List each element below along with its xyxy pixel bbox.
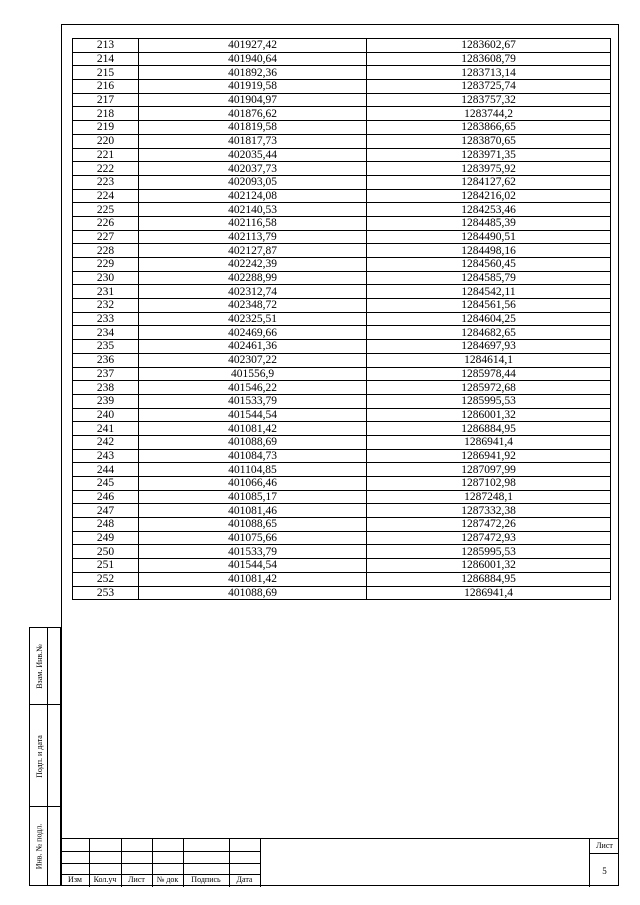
point-number: 234 [73, 326, 139, 340]
coord-x: 401081,46 [139, 504, 367, 518]
coord-y: 1286001,32 [367, 559, 611, 573]
table-row [73, 299, 611, 313]
coord-x: 402312,74 [139, 285, 367, 299]
coord-x: 401817,73 [139, 134, 367, 148]
table-row [73, 408, 611, 422]
coord-x: 401544,54 [139, 408, 367, 422]
coord-y: 1283870,65 [367, 134, 611, 148]
coord-x: 402242,39 [139, 258, 367, 272]
coord-y: 1285995,53 [367, 394, 611, 408]
side-label-inv-podl: Инв. № подл. [34, 823, 44, 869]
point-number: 229 [73, 258, 139, 272]
table-row [73, 107, 611, 121]
table-row [73, 285, 611, 299]
coord-x: 401085,17 [139, 490, 367, 504]
point-number: 213 [73, 39, 139, 53]
point-number: 243 [73, 449, 139, 463]
side-stamp [29, 627, 61, 886]
table-row [73, 258, 611, 272]
table-row [73, 189, 611, 203]
coord-x: 401066,46 [139, 477, 367, 491]
coord-y: 1283971,35 [367, 148, 611, 162]
coordinates-table [72, 38, 611, 600]
coord-y: 1284682,65 [367, 326, 611, 340]
coord-x: 401088,69 [139, 586, 367, 600]
coord-x: 401940,64 [139, 52, 367, 66]
point-number: 230 [73, 271, 139, 285]
coord-x: 401081,42 [139, 422, 367, 436]
table-row [73, 162, 611, 176]
point-number: 224 [73, 189, 139, 203]
table-row [73, 203, 611, 217]
coord-y: 1284560,45 [367, 258, 611, 272]
table-row [73, 175, 611, 189]
table-row [73, 66, 611, 80]
point-number: 240 [73, 408, 139, 422]
point-number: 252 [73, 572, 139, 586]
coord-x: 401927,42 [139, 39, 367, 53]
coord-y: 1287472,93 [367, 531, 611, 545]
coord-x: 402325,51 [139, 312, 367, 326]
coord-y: 1284614,1 [367, 353, 611, 367]
point-number: 221 [73, 148, 139, 162]
point-number: 223 [73, 175, 139, 189]
point-number: 214 [73, 52, 139, 66]
table-row [73, 39, 611, 53]
point-number: 247 [73, 504, 139, 518]
coord-y: 1283975,92 [367, 162, 611, 176]
label-kol-uch: Кол.уч [93, 875, 117, 884]
coord-x: 401075,66 [139, 531, 367, 545]
point-number: 219 [73, 121, 139, 135]
coord-x: 401556,9 [139, 367, 367, 381]
table-row [73, 367, 611, 381]
point-number: 245 [73, 477, 139, 491]
coord-y: 1286884,95 [367, 422, 611, 436]
point-number: 236 [73, 353, 139, 367]
coord-x: 401084,73 [139, 449, 367, 463]
point-number: 215 [73, 66, 139, 80]
label-n-dok: № док [156, 875, 179, 884]
point-number: 251 [73, 559, 139, 573]
table-row [73, 559, 611, 573]
coord-y: 1284604,25 [367, 312, 611, 326]
coord-y: 1283725,74 [367, 80, 611, 94]
coord-x: 402288,99 [139, 271, 367, 285]
coord-y: 1284216,02 [367, 189, 611, 203]
table-row [73, 340, 611, 354]
point-number: 216 [73, 80, 139, 94]
table-row [73, 477, 611, 491]
coord-y: 1284253,46 [367, 203, 611, 217]
point-number: 237 [73, 367, 139, 381]
table-row [73, 230, 611, 244]
table-row [73, 52, 611, 66]
coord-x: 401876,62 [139, 107, 367, 121]
coord-y: 1284542,11 [367, 285, 611, 299]
coord-y: 1286941,4 [367, 435, 611, 449]
point-number: 248 [73, 518, 139, 532]
coord-y: 1283744,2 [367, 107, 611, 121]
coord-x: 402469,66 [139, 326, 367, 340]
title-block-grid [61, 839, 260, 887]
coord-y: 1287472,26 [367, 518, 611, 532]
point-number: 232 [73, 299, 139, 313]
table-row [73, 381, 611, 395]
table-row [73, 394, 611, 408]
table-row [73, 353, 611, 367]
coord-y: 1285978,44 [367, 367, 611, 381]
coord-x: 402124,08 [139, 189, 367, 203]
table-row [73, 121, 611, 135]
coord-x: 402140,53 [139, 203, 367, 217]
point-number: 249 [73, 531, 139, 545]
coord-x: 401892,36 [139, 66, 367, 80]
table-row [73, 463, 611, 477]
coord-y: 1287248,1 [367, 490, 611, 504]
sheet-number: 5 [602, 866, 607, 876]
coord-y: 1283713,14 [367, 66, 611, 80]
coord-y: 1284490,51 [367, 230, 611, 244]
point-number: 220 [73, 134, 139, 148]
point-number: 253 [73, 586, 139, 600]
table-row [73, 449, 611, 463]
coord-x: 402348,72 [139, 299, 367, 313]
table-row [73, 148, 611, 162]
table-row [73, 586, 611, 600]
coord-x: 402037,73 [139, 162, 367, 176]
table-row [73, 518, 611, 532]
coord-x: 402127,87 [139, 244, 367, 258]
coord-y: 1285995,53 [367, 545, 611, 559]
point-number: 233 [73, 312, 139, 326]
side-label-vzam-inv: Взам. Инв.№ [34, 644, 44, 689]
point-number: 226 [73, 216, 139, 230]
point-number: 231 [73, 285, 139, 299]
point-number: 228 [73, 244, 139, 258]
table-row [73, 271, 611, 285]
side-cell-inv [30, 807, 60, 885]
point-number: 246 [73, 490, 139, 504]
coord-y: 1284585,79 [367, 271, 611, 285]
coord-y: 1286001,32 [367, 408, 611, 422]
coord-x: 401819,58 [139, 121, 367, 135]
coord-y: 1287102,98 [367, 477, 611, 491]
coord-x: 402307,22 [139, 353, 367, 367]
coord-x: 401904,97 [139, 93, 367, 107]
table-row [73, 134, 611, 148]
coord-y: 1285972,68 [367, 381, 611, 395]
point-number: 227 [73, 230, 139, 244]
side-label-podp-data: Подп. и дата [34, 734, 44, 778]
point-number: 239 [73, 394, 139, 408]
coord-x: 401088,65 [139, 518, 367, 532]
table-row [73, 312, 611, 326]
coord-y: 1284498,16 [367, 244, 611, 258]
point-number: 235 [73, 340, 139, 354]
point-number: 225 [73, 203, 139, 217]
table-row [73, 572, 611, 586]
table-row [73, 326, 611, 340]
coord-y: 1283602,67 [367, 39, 611, 53]
coord-x: 401546,22 [139, 381, 367, 395]
coord-x: 401104,85 [139, 463, 367, 477]
point-number: 242 [73, 435, 139, 449]
coord-y: 1287097,99 [367, 463, 611, 477]
point-number: 244 [73, 463, 139, 477]
point-number: 222 [73, 162, 139, 176]
table-row [73, 422, 611, 436]
sheet-label: Лист [596, 841, 613, 850]
coord-x: 402461,36 [139, 340, 367, 354]
label-list: Лист [128, 875, 145, 884]
coord-y: 1284561,56 [367, 299, 611, 313]
table-row [73, 216, 611, 230]
point-number: 241 [73, 422, 139, 436]
label-data: Дата [236, 875, 253, 884]
sheet-number-box [589, 839, 619, 887]
title-block [61, 838, 619, 887]
coord-x: 402116,58 [139, 216, 367, 230]
coord-y: 1283866,65 [367, 121, 611, 135]
coord-y: 1286884,95 [367, 572, 611, 586]
coord-y: 1284127,62 [367, 175, 611, 189]
point-number: 218 [73, 107, 139, 121]
table-row [73, 244, 611, 258]
coord-y: 1283608,79 [367, 52, 611, 66]
table-row [73, 545, 611, 559]
point-number: 238 [73, 381, 139, 395]
coord-y: 1286941,4 [367, 586, 611, 600]
coord-x: 401081,42 [139, 572, 367, 586]
table-row [73, 80, 611, 94]
coord-y: 1286941,92 [367, 449, 611, 463]
table-row [73, 93, 611, 107]
side-cell-podp [30, 705, 60, 807]
table-row [73, 435, 611, 449]
coord-y: 1284697,93 [367, 340, 611, 354]
coord-x: 402035,44 [139, 148, 367, 162]
table-row [73, 504, 611, 518]
coord-y: 1287332,38 [367, 504, 611, 518]
label-izm: Изм [68, 875, 82, 884]
side-cell-vzam [30, 628, 60, 705]
table-row [73, 490, 611, 504]
coord-y: 1283757,32 [367, 93, 611, 107]
coord-x: 401919,58 [139, 80, 367, 94]
coord-y: 1284485,39 [367, 216, 611, 230]
coord-x: 402093,05 [139, 175, 367, 189]
table-row [73, 531, 611, 545]
coord-x: 402113,79 [139, 230, 367, 244]
coord-x: 401533,79 [139, 394, 367, 408]
coord-x: 401088,69 [139, 435, 367, 449]
label-podpis: Подпись [191, 875, 221, 884]
point-number: 250 [73, 545, 139, 559]
coord-x: 401544,54 [139, 559, 367, 573]
coord-x: 401533,79 [139, 545, 367, 559]
point-number: 217 [73, 93, 139, 107]
